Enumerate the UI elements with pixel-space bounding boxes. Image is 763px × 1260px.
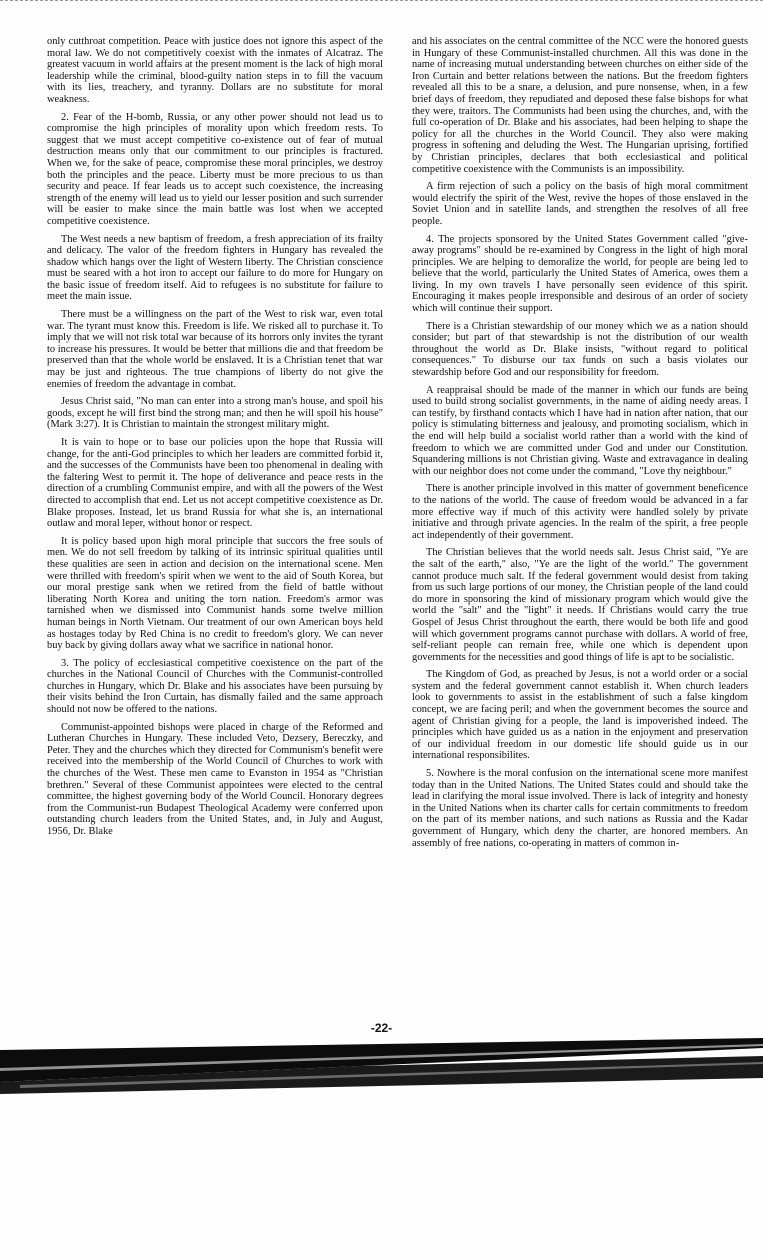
page-number: -22- [370, 1021, 393, 1035]
paragraph: A reappraisal should be made of the manner in which our funds are being used to build strong socialist governments, in the name of aiding needy areas. I can testify, by firsthand contacts which I have had in nation after nation, that our policy is stimulating bitterness and jealousy, and promoting socialism, which in the end will help build a socialist world rather than a world with the kind of freedom to which we are committed under God and under our Constitution. Squandering millions is not Christian giving. Waste and extravagance in dealing with our neighbor does not come under the command, "Love thy neighbour." [412, 384, 748, 477]
paragraph: A firm rejection of such a policy on the basis of high moral commitment would electrify the spirit of the West, revive the hopes of those enslaved in the Soviet Union and in satellite lands, and strengthen the resolves of all free people. [412, 181, 748, 227]
paragraph: It is policy based upon high moral principle that succors the free souls of men. We do not sell freedom by talking of its intrinsic spiritual qualities until these qualities are seen in action and decision on the international scene. Men were thrilled with freedom's spirit when we went to the aid of South Korea, but our moral prestige sank when we retired from the field of battle without liberating North Korea and uniting the torn nation. Freedom's armor was tarnished when we dismissed into Communist hands some twelve million human beings in North Vietnam. Our treatment of our own American boys held as hostages today by Red China is no credit to freedom's glory. We can never buy back by giving dollars away what we sacrifice in national honor. [47, 535, 383, 652]
paragraph: There is another principle involved in this matter of government beneficence to the nations of the world. The cause of freedom would be advanced in a far more effective way if much of this activity were handled solely by private initiative and through private agencies. In the realm of the spirit, a free people act independently of their government. [412, 483, 748, 541]
paragraph: The Christian believes that the world needs salt. Jesus Christ said, "Ye are the salt of the earth," also, "Ye are the light of the world." The government cannot produce much salt. If the federal government would desist from taking from us such large portions of our money, the Christian people of the land could do more in sponsoring the kind of missionary program which would give the world the "salt" and the "light" it needs. If Christians would carry the true Gospel of Jesus Christ throughout the earth, there would be both life and good will which government programs cannot purchase with dollars. A world of free, self-reliant people can remain free, while one which is dependent upon governments for the necessities and good things of life is apt to be socialistic. [412, 547, 748, 663]
paragraph: Communist-appointed bishops were placed in charge of the Reformed and Lutheran Churches in Hungary. These included Veto, Dezsery, Bereczky, and Peter. They and the churches which they directed for Communism's benefit were received into the membership of the World Council of Churches to work with the churches of the West. These men came to Evanston in 1954 as "Christian brethren." Several of these Communist appointees were elected to the central committee, the highest governing body of the World Council. Honorary degrees from the Communist-run Budapest Theological Academy were conferred upon outstanding church leaders from the United States, and, in July and August, 1956, Dr. Blake [47, 721, 383, 837]
paragraph: There is a Christian stewardship of our money which we as a nation should consider; but part of that stewardship is not the distribution of our wealth throughout the world as Dr. Blake insists, "without regard to political consequences." To disburse our tax funds on such a basis violates our stewardship before God and our responsibility for freedom. [412, 320, 748, 379]
paragraph: 3. The policy of ecclesiastical competitive coexistence on the part of the churches in the National Council of Churches with the Communist-controlled churches in Hungary, which Dr. Blake and his associates have been pursuing by their visits behind the Iron Curtain, has dismally failed and the same approach should not now be offered to the nations. [47, 657, 383, 716]
paragraph: 4. The projects sponsored by the United States Government called "give-away programs" should be re-examined by Congress in the light of high moral principles. We are helping to demoralize the world, for people are being led to believe that the world, particularly the United States of America, owes them a living. In my own travels I have personally seen evidence of this spirit. Encouraging it makes people irresponsible and desirous of an order of society which will continue their support. [412, 233, 748, 315]
paragraph: It is vain to hope or to base our policies upon the hope that Russia will change, for the anti-God principles to which her leaders are committed forbid it, and the successes of the Communists have been too phenomenal in dealing with the faltering West to permit it. The hope of deliverance and peace rests in the direction of a crumbling Communist empire, and with all the powers of the West directed to accomplish that end. Let us not accept competitive coexistence as Dr. Blake proposes. Instead, let us brand Russia for what she is, an international outlaw and moral leper, without honor or respect. [47, 437, 383, 530]
top-edge-rule [0, 0, 763, 5]
paragraph: There must be a willingness on the part of the West to risk war, even total war. The tyrant must know this. Freedom is life. We risked all to purchase it. To imply that we will not risk total war because of its horrors only invites the tyrant to increase his pressures. It would be better that millions die and that freedom be preserved than that the whole world be enslaved. It is a Christian tenet that war may be just and righteous. The true champions of liberty do not give the enemies of freedom the advantage in combat. [47, 309, 383, 390]
paragraph: and his associates on the central committee of the NCC were the honored guests in Hungary of these Communist-installed churchmen. All this was done in the name of increasing mutual understanding between churches on either side of the Iron Curtain and better relations between the nations. But the freedom fighters revealed all this to be a snare, a delusion, and pure nonsense, when, in a few brief days of freedom, they repudiated and deposed these false bishops for what they were, traitors. The Communists had been using the churches, and, with the full co-operation of Dr. Blake and his associates, had been helping to shape the policy for all the churches in the World Council. They also were making progress in softening and deluding the West. The Hungarian uprising, fortified by Christian principles, declares that both ecclesiastical and political competitive coexistence with the Communists is an impossibility. [412, 36, 748, 175]
scan-artifact-band [0, 1038, 763, 1260]
left-column [47, 36, 383, 844]
paragraph: 5. Nowhere is the moral confusion on the international scene more manifest today than in the United Nations. The United States could and should take the lead in clarifying the moral issue involved. There is lack of integrity and honesty in the United Nations when its charter calls for certain commitments to freedom on the part of its member nations, and such nations as Russia and the Kadar government of Hungary, which deny the charter, are honored members. An assembly of free nations, co-operating in matters of common in- [412, 768, 748, 849]
paragraph: The Kingdom of God, as preached by Jesus, is not a world order or a social system and the federal government cannot establish it. When church leaders look to governments to assist in the establishment of such a false kingdom concept, we are facing peril; and when the government becomes the source and agent of Christian giving for a people, the land is impoverished indeed. The principles which have guided us as a nation in the enjoyment and preservation of our individual freedom in our domestic life should guide us in our international responsibilites. [412, 669, 748, 762]
paragraph: Jesus Christ said, "No man can enter into a strong man's house, and spoil his goods, except he will first bind the strong man; and then he will spoil his house" (Mark 3:27). It is Christian to maintain the strongest military might. [47, 396, 383, 431]
paragraph: The West needs a new baptism of freedom, a fresh appreciation of its frailty and delicacy. The valor of the freedom fighters in Hungary has revealed the shadow which hangs over the light of Western liberty. The Christian conscience must be seared with a hot iron to accept our failure to do more for Hungary on the basic issue of freedom itself. Aid to refugees is no substitute for failure to meet the main issue. [47, 233, 383, 303]
right-column [412, 36, 748, 855]
paragraph: only cutthroat competition. Peace with justice does not ignore this aspect of the moral law. We do not competitively coexist with the inmates of Alcatraz. The greatest vacuum in world affairs at the present moment is the lack of high moral leadership while the criminal, blood-guilty nation steps in to fill the vacuum with its lies, treachery, and tyranny. Dollars are no substitute for moral weakness. [47, 36, 383, 105]
paragraph: 2. Fear of the H-bomb, Russia, or any other power should not lead us to compromise the high principles of morality upon which freedom rests. To suggest that we must accept competitive co-existence out of fear of mutual destruction means only that our commitment to our principles is fractured. When we, for the sake of peace, compromise these moral principles, we destroy both the principles and the peace. Liberty must be more precious to us than security and peace. If fear leads us to accept such coexistence, the increasing strength of the enemy will lead us to yield our lesser position and such surrender will be easier to make since the main battle was lost when we accepted competitive coexistence. [47, 111, 383, 227]
